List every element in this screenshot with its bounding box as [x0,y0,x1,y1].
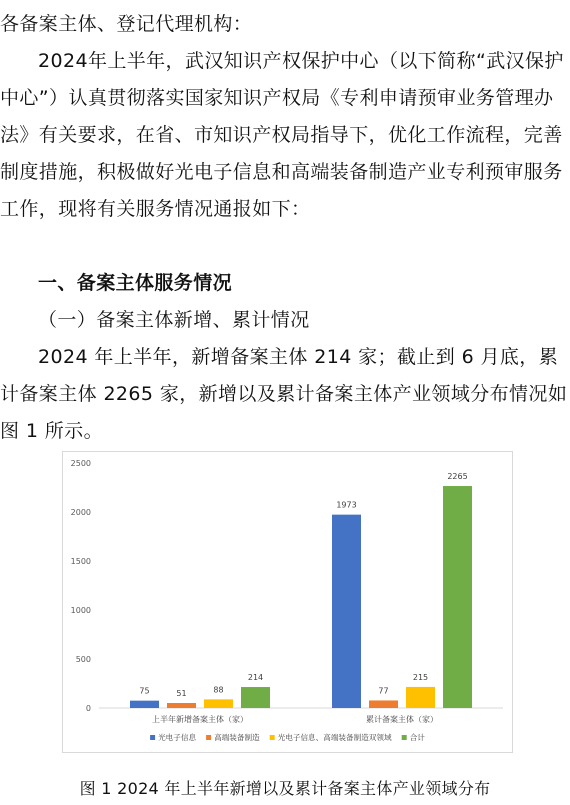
bar [332,515,361,708]
data-label: 1973 [336,500,357,510]
data-label: 77 [378,686,389,696]
figure-caption: 图 1 2024 年上半年新增以及累计备案主体产业领域分布 [79,779,491,798]
legend-swatch [206,735,211,740]
legend-swatch [150,735,155,740]
bar [204,699,233,708]
y-tick-label: 1500 [70,557,91,566]
subsection-heading: （一）备案主体新增、累计情况 [38,309,310,331]
legend-label: 光电子信息、高端装备制造双领域 [277,733,392,742]
bar [167,703,196,708]
intro-paragraph: 2024年上半年，武汉知识产权保护中心（以下简称“武汉保护中心”）认真贯彻落实国家知识产权局《专利申请预审业务管理办法》有关要求，在省、市知识产权局指导下，优化工作流程，完善制度措施，积极做好光电子信息和高端装备制造产业专利预审服务工作，现将有关服务情况通报如下： [0,50,564,220]
x-tick-label: 上半年新增备案主体（家） [152,715,248,724]
stats-paragraph: 2024 年上半年，新增备案主体 214 家；截止到 6 月底，累计备案主体 2265 家，新增以及累计备案主体产业领域分布情况如图 1 所示。 [0,346,568,442]
legend-swatch [270,735,275,740]
y-tick-label: 0 [85,704,91,713]
legend-label: 合计 [409,733,425,742]
bar [369,700,398,708]
data-label: 51 [176,689,187,699]
section-heading: 一、备案主体服务情况 [38,272,233,294]
bar [443,486,472,708]
bar-chart [63,452,512,752]
data-label: 2265 [447,472,468,482]
y-tick-label: 500 [75,655,91,664]
legend-label: 光电子信息 [158,733,197,742]
bar [406,687,435,708]
data-label: 214 [247,673,264,683]
data-label: 75 [139,686,150,696]
y-tick-label: 2500 [70,459,91,468]
chart-frame [62,451,513,753]
data-label: 215 [412,672,429,682]
x-tick-label: 累计备案主体（家） [366,715,438,724]
data-label: 88 [213,685,224,695]
y-tick-label: 2000 [70,508,91,517]
legend-label: 高端装备制造 [214,733,260,742]
salutation: 各备案主体、登记代理机构： [0,13,253,35]
y-tick-label: 1000 [70,606,91,615]
bar [241,687,270,708]
legend-swatch [402,735,407,740]
bar [130,701,159,708]
